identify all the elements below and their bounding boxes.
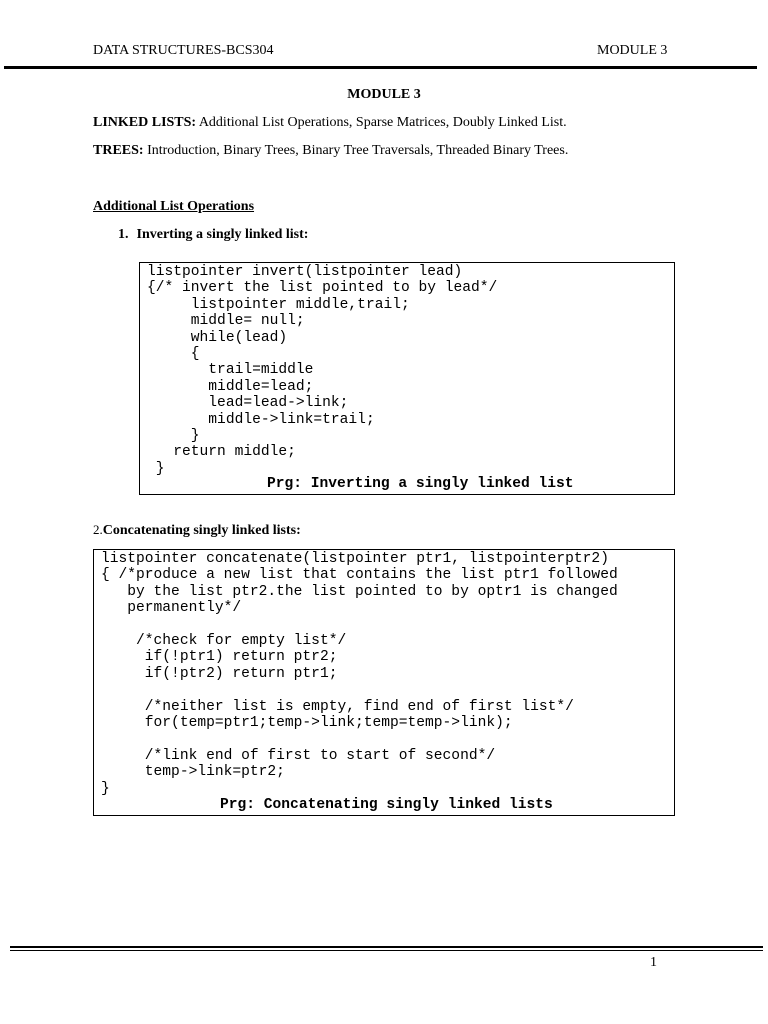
page-number: 1 <box>650 955 657 970</box>
code-box-concatenate <box>93 549 675 816</box>
header-rule <box>4 66 757 69</box>
linked-lists-text: Additional List Operations, Sparse Matrices, Doubly Linked List. <box>196 115 567 130</box>
code-invert: listpointer invert(listpointer lead) {/* invert the list pointed to by lead*/ listpointer middle,trail; middle= null; while(lead) { trail=middle middle=lead; lead=lead->link; middle->link=trail; } return middle; } <box>147 264 498 477</box>
topics-linked-lists <box>93 115 567 131</box>
item2-number: 2. <box>93 522 103 537</box>
footer-rule-thick <box>10 946 763 948</box>
topics-trees <box>93 143 568 159</box>
trees-label: TREES: <box>93 143 144 158</box>
caption-invert: Prg: Inverting a singly linked list <box>267 476 574 492</box>
code-box-invert <box>139 262 675 495</box>
item2-heading-text: Concatenating singly linked lists: <box>102 523 301 538</box>
footer-rule-thin <box>10 950 763 951</box>
item1-heading <box>118 227 308 243</box>
item1-number: 1. <box>118 227 129 242</box>
item2-heading <box>93 522 301 539</box>
page-title: MODULE 3 <box>347 87 421 102</box>
header-course-title: DATA STRUCTURES-BCS304 <box>93 43 274 58</box>
trees-text: Introduction, Binary Trees, Binary Tree Traversals, Threaded Binary Trees. <box>143 143 569 158</box>
item1-heading-text: Inverting a singly linked list: <box>136 227 309 242</box>
code-concatenate: listpointer concatenate(listpointer ptr1, listpointerptr2) { /*produce a new list that contains the list ptr1 followed by the list ptr2.the list pointed to by optr1 is changed permanently*/ /*check for empty list*/ if(!ptr1) return ptr2; if(!ptr2) return ptr1; /*neither list is empty, find end of first list*/ for(temp=ptr1;temp->link;temp=temp->link); /*link end of first to start of second*/ temp->link=ptr2; } <box>101 551 618 797</box>
linked-lists-label: LINKED LISTS: <box>93 115 197 130</box>
header-module-label: MODULE 3 <box>597 43 668 58</box>
caption-concatenate: Prg: Concatenating singly linked lists <box>220 797 553 813</box>
section-heading: Additional List Operations <box>93 199 255 214</box>
